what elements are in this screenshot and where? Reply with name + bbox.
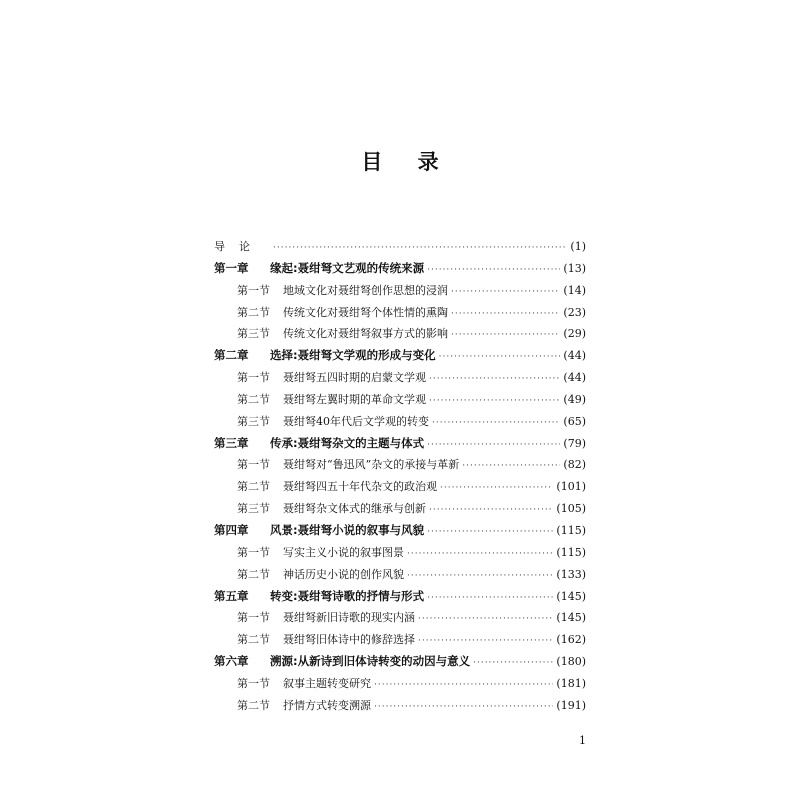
toc-entry-page: (145) xyxy=(556,589,586,603)
toc-section-entry xyxy=(214,411,586,433)
toc-entry-number: 第一节 xyxy=(237,611,270,625)
toc-entry-title: 选择:聂绀弩文学观的形成与变化 xyxy=(270,348,436,363)
toc-entry-page: (23) xyxy=(563,305,586,319)
toc-entry-title: 叙事主题转变研究 xyxy=(283,676,371,690)
toc-entry-page: (44) xyxy=(563,349,586,363)
toc-entry-title: 转变:聂绀弩诗歌的抒情与形式 xyxy=(270,588,425,603)
page-title: 目 录 xyxy=(361,150,453,174)
toc-entry-title: 传统文化对聂绀弩叙事方式的影响 xyxy=(283,327,448,341)
toc-entry-title: 抒情方式转变溯源 xyxy=(283,698,371,712)
toc-section-entry xyxy=(214,673,586,695)
toc-section-entry xyxy=(214,280,586,302)
toc-entry-page: (65) xyxy=(563,414,586,428)
toc-entry-number: 第一节 xyxy=(237,371,270,385)
toc-entry-title: 聂绀弩四五十年代杂文的政治观 xyxy=(283,480,437,494)
toc-entry-title: 传统文化对聂绀弩个体性情的熏陶 xyxy=(283,305,448,319)
toc-section-entry xyxy=(214,389,586,411)
toc-entry-title: 神话历史小说的创作风貌 xyxy=(283,567,404,581)
toc-leader-dots xyxy=(418,609,553,631)
toc-leader-dots xyxy=(407,544,553,566)
toc-leader-dots xyxy=(439,347,561,369)
toc-leader-dots xyxy=(427,522,553,544)
toc-entry-page: (162) xyxy=(556,633,586,647)
toc-section-entry xyxy=(214,476,586,498)
toc-entry-title: 聂绀弩旧体诗中的修辞选择 xyxy=(283,633,415,647)
toc-entry-number: 第六章 xyxy=(214,654,249,669)
toc-leader-dots xyxy=(473,653,553,675)
toc-entry-title: 聂绀弩左翼时期的革命文学观 xyxy=(283,392,426,406)
toc-leader-dots xyxy=(407,566,553,588)
toc-section-entry xyxy=(214,367,586,389)
toc-entry-page: (29) xyxy=(563,327,586,341)
toc-section-entry xyxy=(214,302,586,324)
toc-entry-number: 第三节 xyxy=(237,502,270,516)
toc-entry-number: 第五章 xyxy=(214,588,249,603)
toc-section-entry xyxy=(214,454,586,476)
toc-entry-title: 聂绀弩五四时期的启蒙文学观 xyxy=(283,371,426,385)
toc-section-entry xyxy=(214,629,586,651)
toc-entry-page: (13) xyxy=(563,261,586,275)
toc-entry-number: 第二节 xyxy=(237,567,270,581)
toc-leader-dots xyxy=(427,588,553,610)
toc-entry-title: 聂绀弩新旧诗歌的现实内涵 xyxy=(283,611,415,625)
toc-entry-number: 第二节 xyxy=(237,633,270,647)
toc-leader-dots xyxy=(451,282,560,304)
toc-entry-title: 地域文化对聂绀弩创作思想的浸润 xyxy=(283,283,448,297)
toc-entry-page: (191) xyxy=(556,698,586,712)
toc-entry-page: (145) xyxy=(556,611,586,625)
toc-leader-dots xyxy=(427,435,560,457)
toc-entry-title: 聂绀弩40年代后文学观的转变 xyxy=(283,414,429,428)
toc-entry-title: 溯源:从新诗到旧体诗转变的动因与意义 xyxy=(270,654,471,669)
toc-leader-dots xyxy=(374,675,553,697)
toc-leader-dots xyxy=(432,413,560,435)
toc-entry-page: (180) xyxy=(556,655,586,669)
toc-entry-number: 导论 xyxy=(214,240,264,253)
toc-entry-page: (82) xyxy=(563,458,586,472)
toc-entry-number: 第二节 xyxy=(237,698,270,712)
toc-entry-page: (44) xyxy=(563,371,586,385)
toc-chapter-entry xyxy=(214,651,586,673)
toc-entry-number: 第三节 xyxy=(237,414,270,428)
toc-entry-page: (133) xyxy=(556,567,586,581)
toc-leader-dots xyxy=(374,697,553,719)
toc-entry-number: 第三章 xyxy=(214,435,249,450)
toc-entry-number: 第二节 xyxy=(237,480,270,494)
toc-entry-page: (181) xyxy=(556,676,586,690)
toc-leader-dots xyxy=(451,325,560,347)
toc-section-entry xyxy=(214,564,586,586)
toc-entry-number: 第一节 xyxy=(237,545,270,559)
toc-entry-number: 第三节 xyxy=(237,327,270,341)
toc-entry-page: (1) xyxy=(570,240,586,253)
toc-entry-page: (105) xyxy=(556,502,586,516)
toc-entry-title: 缘起:聂绀弩文艺观的传统来源 xyxy=(270,260,425,275)
toc-entry-page: (115) xyxy=(556,545,586,559)
toc-entry-title: 写实主义小说的叙事图景 xyxy=(283,545,404,559)
toc-section-entry xyxy=(214,498,586,520)
toc-section-entry xyxy=(214,607,586,629)
toc-entry-page: (49) xyxy=(563,392,586,406)
toc-entry-number: 第二节 xyxy=(237,305,270,319)
toc-leader-dots xyxy=(429,500,553,522)
toc-leader-dots xyxy=(273,238,567,260)
toc-chapter-entry xyxy=(214,433,586,455)
toc-chapter-entry xyxy=(214,586,586,608)
toc-section-entry xyxy=(214,695,586,717)
page-number: 1 xyxy=(579,734,586,747)
toc-entry-number: 第二节 xyxy=(237,392,270,406)
toc-leader-dots xyxy=(429,369,560,391)
toc-section-entry xyxy=(214,323,586,345)
toc-entry-title: 聂绀弩杂文体式的继承与创新 xyxy=(283,502,426,516)
toc-entry-number: 第一节 xyxy=(237,676,270,690)
toc-leader-dots xyxy=(418,631,553,653)
toc-leader-dots xyxy=(429,391,560,413)
toc-entry-page: (79) xyxy=(563,436,586,450)
toc-leader-dots xyxy=(440,478,553,500)
table-of-contents xyxy=(214,236,586,717)
toc-leader-dots xyxy=(451,304,560,326)
toc-entry-number: 第二章 xyxy=(214,348,249,363)
toc-chapter-entry xyxy=(214,258,586,280)
toc-entry-number: 第一节 xyxy=(237,283,270,297)
toc-section-entry xyxy=(214,542,586,564)
toc-entry-title: 传承:聂绀弩杂文的主题与体式 xyxy=(270,435,425,450)
toc-chapter-entry xyxy=(214,345,586,367)
toc-entry-page: (14) xyxy=(563,283,586,297)
toc-entry-number: 第四章 xyxy=(214,522,249,537)
toc-entry-number: 第一节 xyxy=(237,458,270,472)
toc-leader-dots xyxy=(462,456,560,478)
toc-entry-page: (115) xyxy=(556,523,586,537)
toc-chapter-entry xyxy=(214,520,586,542)
toc-entry-number: 第一章 xyxy=(214,260,249,275)
toc-entry-page: (101) xyxy=(556,480,586,494)
toc-entry-title: 风景:聂绀弩小说的叙事与风貌 xyxy=(270,522,425,537)
toc-leader-dots xyxy=(427,260,560,282)
toc-entry-title: 聂绀弩对“鲁迅风”杂文的承接与革新 xyxy=(283,458,460,472)
toc-intro-entry xyxy=(214,236,586,258)
